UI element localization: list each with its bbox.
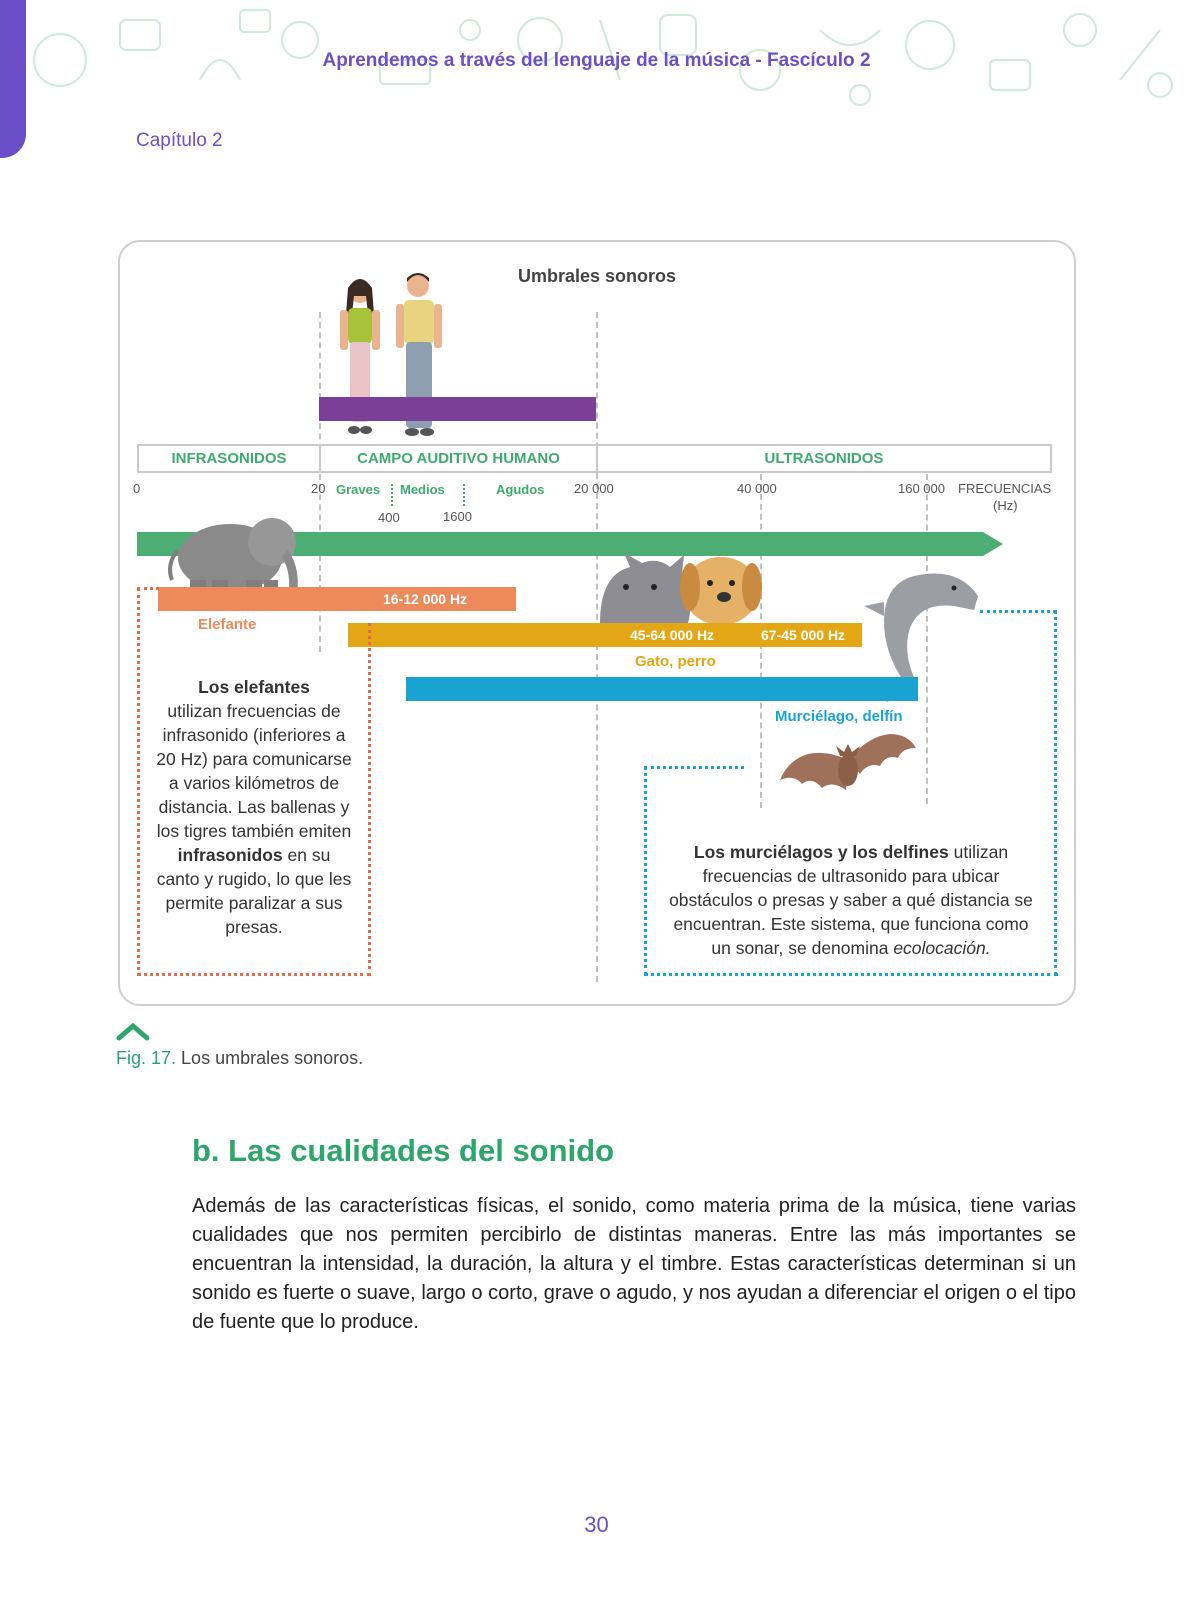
dolphin-callout-right bbox=[1054, 610, 1057, 976]
bat-note-italic: ecolocación. bbox=[893, 938, 991, 958]
subrange-agudos: Agudos bbox=[496, 482, 545, 497]
elephant-note-bold2: infrasonidos bbox=[177, 845, 283, 865]
bat-note-text: utilizan frecuencias de ultrasonido para ubicar obstáculos o presas y saber a qué distancia se encuentran. Este sistema, que funciona como un sonar, se denomina bbox=[669, 842, 1033, 958]
cat-dog-name: Gato, perro bbox=[635, 653, 716, 670]
bat-note-bold: Los murciélagos y los delfines bbox=[693, 842, 949, 862]
chapter-label: Capítulo 2 bbox=[136, 130, 223, 151]
elephant-note-text2: en su canto y rugido, lo que les permite paralizar a sus presas. bbox=[156, 845, 352, 937]
figure-caption bbox=[116, 1048, 363, 1069]
dolphin-callout-top bbox=[980, 610, 1056, 613]
elephant-note bbox=[154, 675, 354, 939]
band-label-human: CAMPO AUDITIVO HUMANO bbox=[357, 450, 560, 467]
caption-chevron-up-icon bbox=[116, 1022, 150, 1042]
elephant-note-bold: Los elefantes bbox=[198, 677, 310, 697]
cat-dog-illustration bbox=[596, 553, 766, 623]
divider-graves-medios bbox=[391, 484, 393, 506]
tick-1600: 1600 bbox=[443, 509, 472, 524]
divider-medios-agudos bbox=[463, 484, 465, 506]
tick-40000: 40 000 bbox=[737, 481, 777, 496]
band-label-ultrasound: ULTRASONIDOS bbox=[764, 450, 884, 467]
chapter-side-tab bbox=[0, 0, 26, 158]
tick-160000: 160 000 bbox=[898, 481, 945, 496]
frequency-label: FRECUENCIAS bbox=[958, 481, 1052, 496]
elephant-callout-right bbox=[368, 623, 371, 976]
figure-title: Umbrales sonoros bbox=[517, 266, 677, 286]
section-title: b. Las cualidades del sonido bbox=[192, 1133, 615, 1168]
page-number: 30 bbox=[584, 1512, 609, 1537]
frequency-unit: (Hz) bbox=[993, 498, 1018, 513]
subrange-graves: Graves bbox=[336, 482, 381, 497]
tick-400: 400 bbox=[378, 510, 400, 525]
elephant-range-label: 16-12 000 Hz bbox=[383, 591, 468, 607]
section-paragraph: Además de las características físicas, el sonido, como materia prima de la música, tiene varias cualidades que nos permiten percibirlo de distintas maneras. Entre las más importantes se encuentran la intensidad, la duración, la altura y el timbre. Estas características determinan si un sonido es fuerte o suave, largo o corto, grave o agudo, y nos ayudan a diferenciar el origen o el tipo de fuente que lo produce. bbox=[192, 1195, 1076, 1333]
elephant-name: Elefante bbox=[198, 616, 257, 633]
guide-20000hz bbox=[596, 312, 598, 982]
cat-range-label: 45-64 000 Hz bbox=[630, 627, 715, 643]
tick-0: 0 bbox=[133, 481, 141, 496]
bat-note bbox=[662, 840, 1040, 960]
figure-caption-number: Fig. 17. bbox=[116, 1048, 177, 1068]
running-header: Aprendemos a través del lenguaje de la música - Fascículo 2 bbox=[322, 50, 871, 71]
subrange-medios: Medios bbox=[400, 482, 445, 497]
tick-20000: 20 000 bbox=[574, 481, 614, 496]
band-label-infrasound: INFRASONIDOS bbox=[171, 450, 287, 467]
human-range-bar bbox=[319, 397, 596, 421]
bat-dolphin-name: Murciélago, delfín bbox=[775, 708, 903, 725]
tick-20: 20 bbox=[311, 481, 326, 496]
elephant-note-text: utilizan frecuencias de infrasonido (inferiores a 20 Hz) para comunicarse a varios kilómetros de distancia. Las ballenas y los tigres también emiten bbox=[156, 701, 352, 841]
dog-range-label: 67-45 000 Hz bbox=[761, 627, 846, 643]
bat-dolphin-range-bar bbox=[406, 677, 918, 701]
figure-caption-text: Los umbrales sonoros. bbox=[181, 1048, 364, 1068]
